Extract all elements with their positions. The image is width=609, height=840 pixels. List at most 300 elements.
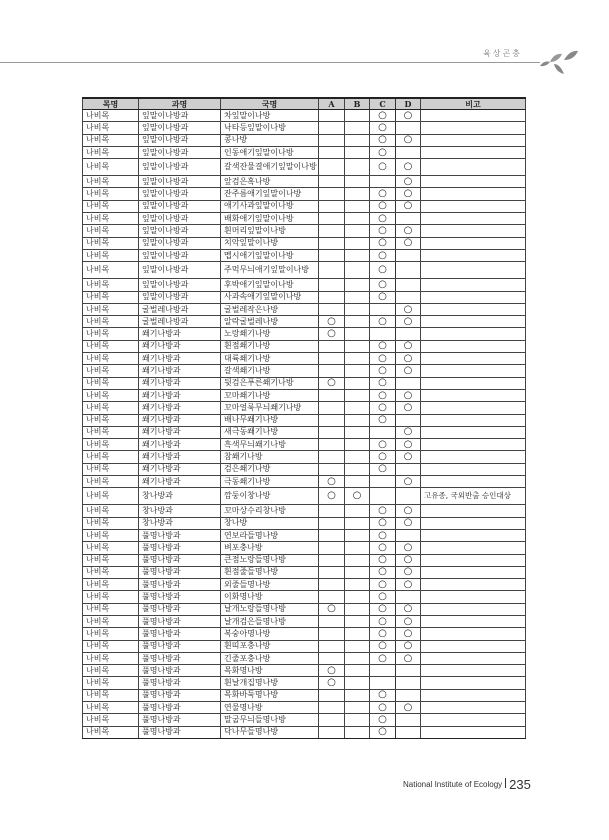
cell-korean-name: 흰점쐐기나방 [221, 340, 319, 352]
table-row [83, 579, 526, 591]
cell-mark-b: ○ [345, 488, 370, 505]
table-row [83, 328, 526, 340]
table-row [83, 200, 526, 212]
cell-mark-c: ○ [370, 316, 396, 328]
cell-family: 잎말이나방과 [139, 225, 221, 237]
cell-mark-d: ○ [396, 365, 421, 377]
cell-korean-name: 콩나방 [221, 134, 319, 146]
cell-mark-b [345, 554, 370, 566]
cell-mark-a [319, 249, 345, 261]
cell-order: 나비목 [83, 665, 139, 677]
cell-mark-b [345, 640, 370, 652]
cell-note [421, 159, 526, 176]
cell-mark-c [370, 677, 396, 689]
cell-family: 풀명나방과 [139, 665, 221, 677]
table-header-row [83, 98, 526, 110]
cell-mark-a [319, 225, 345, 237]
cell-mark-d [396, 146, 421, 158]
cell-mark-d: ○ [396, 389, 421, 401]
cell-order: 나비목 [83, 702, 139, 714]
cell-mark-c: ○ [370, 249, 396, 261]
cell-mark-a: ○ [319, 328, 345, 340]
cell-mark-d: ○ [396, 476, 421, 488]
cell-note [421, 517, 526, 529]
cell-mark-c: ○ [370, 225, 396, 237]
cell-mark-a [319, 291, 345, 303]
table-row [83, 279, 526, 291]
cell-mark-d [396, 591, 421, 603]
cell-mark-c [370, 176, 396, 188]
cell-mark-b [345, 122, 370, 134]
cell-note [421, 303, 526, 315]
cell-family: 창나방과 [139, 488, 221, 505]
cell-mark-c: ○ [370, 365, 396, 377]
cell-order: 나비목 [83, 225, 139, 237]
cell-mark-d: ○ [396, 615, 421, 627]
leaf-ornament-icon [538, 50, 578, 76]
cell-mark-b [345, 714, 370, 726]
cell-family: 풀명나방과 [139, 566, 221, 578]
cell-family: 풀명나방과 [139, 640, 221, 652]
cell-mark-d: ○ [396, 176, 421, 188]
footer-divider [505, 778, 506, 788]
table-row [83, 505, 526, 517]
cell-mark-d [396, 714, 421, 726]
table-row [83, 554, 526, 566]
cell-mark-c: ○ [370, 603, 396, 615]
cell-mark-b [345, 702, 370, 714]
cell-note [421, 249, 526, 261]
table-row [83, 249, 526, 261]
cell-korean-name: 극동쐐기나방 [221, 476, 319, 488]
page-footer [403, 777, 531, 792]
cell-mark-c: ○ [370, 340, 396, 352]
cell-order: 나비목 [83, 726, 139, 738]
cell-mark-b [345, 176, 370, 188]
cell-mark-d: ○ [396, 402, 421, 414]
cell-family: 잎말이나방과 [139, 249, 221, 261]
cell-korean-name: 목화바둑명나방 [221, 689, 319, 701]
table-row [83, 652, 526, 664]
cell-note [421, 225, 526, 237]
table-row [83, 303, 526, 315]
cell-family: 잎말이나방과 [139, 176, 221, 188]
table-row [83, 566, 526, 578]
cell-mark-a [319, 426, 345, 438]
cell-korean-name: 검은쐐기나방 [221, 463, 319, 475]
cell-mark-a [319, 505, 345, 517]
cell-mark-b [345, 249, 370, 261]
cell-order: 나비목 [83, 414, 139, 426]
cell-mark-d: ○ [396, 159, 421, 176]
cell-note [421, 615, 526, 627]
cell-family: 쐐기나방과 [139, 340, 221, 352]
cell-note [421, 377, 526, 389]
cell-mark-c: ○ [370, 579, 396, 591]
cell-order: 나비목 [83, 529, 139, 541]
cell-korean-name: 꼬마상수리창나방 [221, 505, 319, 517]
cell-note: 고유종, 국외반출 승인대상 [421, 488, 526, 505]
cell-mark-d [396, 488, 421, 505]
cell-mark-b [345, 566, 370, 578]
cell-order: 나비목 [83, 188, 139, 200]
cell-korean-name: 알락굴벌레나방 [221, 316, 319, 328]
cell-mark-a [319, 110, 345, 122]
table-row [83, 640, 526, 652]
cell-family: 잎말이나방과 [139, 146, 221, 158]
cell-order: 나비목 [83, 122, 139, 134]
cell-korean-name: 흑색무늬쐐기나방 [221, 439, 319, 451]
cell-order: 나비목 [83, 389, 139, 401]
cell-note [421, 702, 526, 714]
cell-order: 나비목 [83, 110, 139, 122]
cell-family: 잎말이나방과 [139, 159, 221, 176]
cell-note [421, 188, 526, 200]
cell-mark-b [345, 262, 370, 279]
cell-korean-name: 연물명나방 [221, 702, 319, 714]
cell-mark-b [345, 677, 370, 689]
cell-korean-name: 닥나무들명나방 [221, 726, 319, 738]
cell-mark-b [345, 652, 370, 664]
cell-order: 나비목 [83, 439, 139, 451]
cell-mark-a [319, 365, 345, 377]
cell-family: 쐐기나방과 [139, 328, 221, 340]
cell-order: 나비목 [83, 377, 139, 389]
cell-mark-a [319, 414, 345, 426]
table-row [83, 665, 526, 677]
cell-mark-b [345, 426, 370, 438]
cell-korean-name: 흰점줄들명나방 [221, 566, 319, 578]
cell-mark-a [319, 451, 345, 463]
cell-family: 풀명나방과 [139, 689, 221, 701]
cell-order: 나비목 [83, 591, 139, 603]
cell-mark-c [370, 488, 396, 505]
cell-korean-name: 갈색쐐기나방 [221, 365, 319, 377]
cell-mark-b [345, 213, 370, 225]
cell-mark-c: ○ [370, 353, 396, 365]
institute-name: National Institute of Ecology [403, 780, 503, 789]
cell-korean-name: 꼬마얼룩무늬쐐기나방 [221, 402, 319, 414]
cell-order: 나비목 [83, 279, 139, 291]
cell-order: 나비목 [83, 402, 139, 414]
cell-note [421, 176, 526, 188]
cell-mark-c: ○ [370, 110, 396, 122]
cell-mark-d [396, 262, 421, 279]
cell-mark-b [345, 225, 370, 237]
cell-mark-c: ○ [370, 159, 396, 176]
cell-note [421, 200, 526, 212]
cell-family: 잎말이나방과 [139, 122, 221, 134]
cell-mark-d [396, 377, 421, 389]
cell-mark-d: ○ [396, 542, 421, 554]
cell-order: 나비목 [83, 677, 139, 689]
cell-mark-b [345, 389, 370, 401]
cell-mark-a [319, 122, 345, 134]
cell-korean-name: 배나무쐐기나방 [221, 414, 319, 426]
table-row [83, 677, 526, 689]
cell-order: 나비목 [83, 615, 139, 627]
cell-mark-a [319, 146, 345, 158]
table-row [83, 262, 526, 279]
cell-mark-b [345, 328, 370, 340]
table-row [83, 689, 526, 701]
cell-korean-name: 흰띠포충나방 [221, 640, 319, 652]
cell-korean-name: 대륙쐐기나방 [221, 353, 319, 365]
species-table [82, 97, 526, 739]
cell-mark-c: ○ [370, 414, 396, 426]
cell-family: 풀명나방과 [139, 542, 221, 554]
cell-mark-d: ○ [396, 340, 421, 352]
cell-mark-a [319, 176, 345, 188]
cell-korean-name: 차잎말이나방 [221, 110, 319, 122]
cell-note [421, 426, 526, 438]
cell-mark-a [319, 529, 345, 541]
cell-mark-b [345, 353, 370, 365]
cell-order: 나비목 [83, 652, 139, 664]
table-row [83, 463, 526, 475]
cell-mark-d: ○ [396, 451, 421, 463]
cell-mark-a [319, 628, 345, 640]
cell-mark-d [396, 122, 421, 134]
cell-family: 풀명나방과 [139, 615, 221, 627]
table-row [83, 615, 526, 627]
cell-korean-name: 이화명나방 [221, 591, 319, 603]
cell-mark-d: ○ [396, 426, 421, 438]
cell-order: 나비목 [83, 237, 139, 249]
cell-order: 나비목 [83, 262, 139, 279]
cell-mark-c: ○ [370, 377, 396, 389]
cell-mark-b [345, 134, 370, 146]
cell-order: 나비목 [83, 249, 139, 261]
cell-note [421, 402, 526, 414]
cell-mark-a [319, 439, 345, 451]
cell-mark-b [345, 414, 370, 426]
cell-mark-b [345, 603, 370, 615]
cell-mark-a [319, 554, 345, 566]
cell-family: 쐐기나방과 [139, 389, 221, 401]
cell-note [421, 689, 526, 701]
cell-family: 쐐기나방과 [139, 414, 221, 426]
cell-mark-a [319, 353, 345, 365]
cell-mark-a [319, 262, 345, 279]
table-row [83, 702, 526, 714]
cell-mark-b [345, 517, 370, 529]
table-row [83, 726, 526, 738]
cell-korean-name: 꼬마쐐기나방 [221, 389, 319, 401]
cell-korean-name: 날개검은들명나방 [221, 615, 319, 627]
cell-mark-b [345, 110, 370, 122]
cell-order: 나비목 [83, 542, 139, 554]
cell-mark-d [396, 677, 421, 689]
cell-mark-a [319, 279, 345, 291]
table-row [83, 591, 526, 603]
cell-mark-c: ○ [370, 566, 396, 578]
table-row [83, 476, 526, 488]
cell-order: 나비목 [83, 476, 139, 488]
cell-mark-c: ○ [370, 188, 396, 200]
cell-order: 나비목 [83, 488, 139, 505]
cell-note [421, 640, 526, 652]
cell-mark-a [319, 340, 345, 352]
cell-korean-name: 낙타등잎말이나방 [221, 122, 319, 134]
table-row [83, 628, 526, 640]
cell-mark-a [319, 402, 345, 414]
cell-mark-d [396, 213, 421, 225]
cell-mark-a: ○ [319, 377, 345, 389]
cell-note [421, 554, 526, 566]
cell-order: 나비목 [83, 303, 139, 315]
cell-mark-a [319, 188, 345, 200]
cell-family: 잎말이나방과 [139, 262, 221, 279]
cell-family: 풀명나방과 [139, 677, 221, 689]
cell-family: 풀명나방과 [139, 591, 221, 603]
cell-korean-name: 말굽무늬들명나방 [221, 714, 319, 726]
cell-mark-c: ○ [370, 505, 396, 517]
cell-mark-a [319, 714, 345, 726]
header-rule [0, 62, 540, 63]
table-row [83, 122, 526, 134]
cell-order: 나비목 [83, 291, 139, 303]
cell-korean-name: 깜둥이창나방 [221, 488, 319, 505]
table-row [83, 188, 526, 200]
cell-family: 풀명나방과 [139, 726, 221, 738]
cell-korean-name: 복숭아명나방 [221, 628, 319, 640]
cell-mark-d: ○ [396, 316, 421, 328]
cell-mark-c: ○ [370, 134, 396, 146]
cell-order: 나비목 [83, 159, 139, 176]
cell-korean-name: 흰머리잎말이나방 [221, 225, 319, 237]
cell-family: 쐐기나방과 [139, 426, 221, 438]
cell-family: 쐐기나방과 [139, 439, 221, 451]
cell-note [421, 476, 526, 488]
cell-mark-a [319, 640, 345, 652]
cell-korean-name: 벼포충나방 [221, 542, 319, 554]
cell-mark-c: ○ [370, 652, 396, 664]
cell-mark-a [319, 579, 345, 591]
cell-mark-c: ○ [370, 542, 396, 554]
cell-mark-c [370, 426, 396, 438]
cell-mark-c: ○ [370, 726, 396, 738]
cell-mark-d: ○ [396, 188, 421, 200]
cell-korean-name: 노랑쐐기나방 [221, 328, 319, 340]
cell-mark-b [345, 628, 370, 640]
cell-mark-b [345, 237, 370, 249]
cell-korean-name: 후박애기잎말이나방 [221, 279, 319, 291]
cell-family: 창나방과 [139, 505, 221, 517]
cell-family: 풀명나방과 [139, 529, 221, 541]
cell-mark-b [345, 615, 370, 627]
cell-note [421, 726, 526, 738]
cell-mark-a [319, 303, 345, 315]
cell-note [421, 439, 526, 451]
cell-mark-c [370, 328, 396, 340]
page-number: 235 [509, 777, 531, 792]
cell-order: 나비목 [83, 340, 139, 352]
cell-family: 잎말이나방과 [139, 237, 221, 249]
cell-family: 굴벌레나방과 [139, 316, 221, 328]
cell-note [421, 542, 526, 554]
cell-note [421, 316, 526, 328]
table-row [83, 377, 526, 389]
cell-mark-a: ○ [319, 476, 345, 488]
cell-mark-b [345, 291, 370, 303]
cell-mark-d: ○ [396, 200, 421, 212]
cell-mark-c [370, 476, 396, 488]
cell-mark-d [396, 689, 421, 701]
cell-order: 나비목 [83, 316, 139, 328]
cell-korean-name: 참쐐기나방 [221, 451, 319, 463]
cell-note [421, 122, 526, 134]
cell-mark-b [345, 439, 370, 451]
cell-mark-a [319, 726, 345, 738]
cell-order: 나비목 [83, 353, 139, 365]
cell-mark-b [345, 279, 370, 291]
cell-mark-b [345, 159, 370, 176]
cell-note [421, 505, 526, 517]
cell-family: 풀명나방과 [139, 628, 221, 640]
cell-family: 쐐기나방과 [139, 365, 221, 377]
cell-mark-a [319, 542, 345, 554]
cell-mark-d: ○ [396, 303, 421, 315]
cell-note [421, 579, 526, 591]
cell-mark-a [319, 463, 345, 475]
cell-mark-d [396, 463, 421, 475]
cell-note [421, 463, 526, 475]
cell-mark-c: ○ [370, 213, 396, 225]
cell-mark-c: ○ [370, 451, 396, 463]
cell-mark-a [319, 237, 345, 249]
cell-mark-d [396, 414, 421, 426]
cell-mark-d [396, 665, 421, 677]
cell-order: 나비목 [83, 328, 139, 340]
cell-order: 나비목 [83, 213, 139, 225]
cell-mark-d: ○ [396, 110, 421, 122]
cell-korean-name: 새극동쐐기나방 [221, 426, 319, 438]
cell-mark-c: ○ [370, 529, 396, 541]
cell-mark-a [319, 213, 345, 225]
cell-order: 나비목 [83, 554, 139, 566]
cell-mark-a [319, 200, 345, 212]
cell-korean-name: 애기사과잎말이나방 [221, 200, 319, 212]
cell-family: 잎말이나방과 [139, 134, 221, 146]
cell-order: 나비목 [83, 451, 139, 463]
cell-korean-name: 잔주름애기잎말이나방 [221, 188, 319, 200]
cell-mark-c [370, 665, 396, 677]
cell-family: 잎말이나방과 [139, 291, 221, 303]
cell-mark-b [345, 726, 370, 738]
cell-family: 쐐기나방과 [139, 476, 221, 488]
cell-note [421, 652, 526, 664]
cell-mark-b [345, 200, 370, 212]
cell-note [421, 414, 526, 426]
cell-mark-c: ○ [370, 714, 396, 726]
cell-mark-b [345, 316, 370, 328]
cell-mark-c: ○ [370, 389, 396, 401]
table-row [83, 316, 526, 328]
cell-mark-d: ○ [396, 439, 421, 451]
cell-family: 풀명나방과 [139, 579, 221, 591]
cell-mark-a [319, 517, 345, 529]
cell-mark-d: ○ [396, 628, 421, 640]
cell-note [421, 529, 526, 541]
table-row [83, 414, 526, 426]
table-row [83, 176, 526, 188]
table-row [83, 365, 526, 377]
table-row [83, 237, 526, 249]
cell-note [421, 262, 526, 279]
cell-mark-d: ○ [396, 566, 421, 578]
cell-mark-d: ○ [396, 237, 421, 249]
